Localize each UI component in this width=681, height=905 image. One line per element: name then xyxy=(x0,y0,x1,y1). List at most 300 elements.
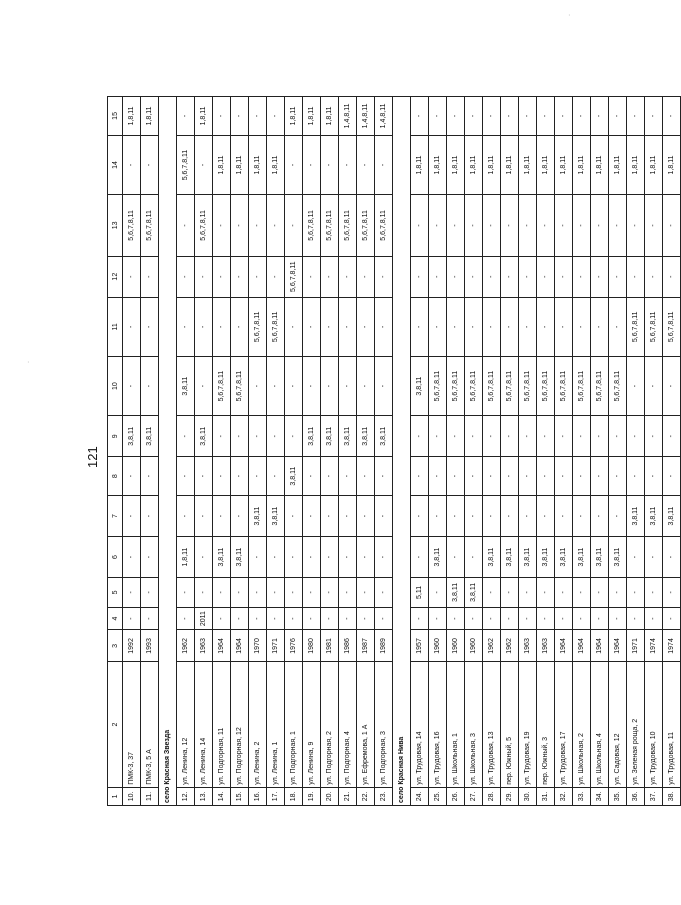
table-cell: 5,6,7,8,11 xyxy=(483,356,501,415)
table-cell: 2011 xyxy=(195,607,213,630)
table-row xyxy=(555,97,573,806)
table-cell: 5,6,7,8,11 xyxy=(429,356,447,415)
table-cell: - xyxy=(609,97,627,136)
table-cell: - xyxy=(321,135,339,194)
table-cell: - xyxy=(285,496,303,537)
table-cell: - xyxy=(663,195,681,257)
address-cell: ул. Трудовая, 11 xyxy=(663,662,681,787)
table-cell: 3,8,11 xyxy=(537,537,555,578)
address-cell: ул. Подгорная, 3 xyxy=(375,662,393,787)
table-cell: - xyxy=(267,578,285,608)
page-number: 121 xyxy=(85,446,100,468)
table-cell: - xyxy=(411,496,429,537)
table-cell: - xyxy=(537,97,555,136)
table-cell: - xyxy=(555,607,573,630)
table-cell: - xyxy=(213,457,231,496)
row-number: 11. xyxy=(141,787,159,805)
table-cell: - xyxy=(609,256,627,297)
table-cell: - xyxy=(321,496,339,537)
table-cell: - xyxy=(285,195,303,257)
table-cell: - xyxy=(519,297,537,356)
table-cell: - xyxy=(429,416,447,457)
table-cell: - xyxy=(285,416,303,457)
address-cell: ул. Трудовая, 16 xyxy=(429,662,447,787)
table-cell: - xyxy=(573,195,591,257)
table-cell: - xyxy=(357,356,375,415)
section-title: село Красная Звезда xyxy=(159,97,177,806)
table-cell: 1,8,11 xyxy=(285,97,303,136)
table-cell: 3,8,11 xyxy=(321,416,339,457)
table-row xyxy=(285,97,303,806)
table-cell: - xyxy=(249,457,267,496)
table-row xyxy=(501,97,519,806)
row-number: 31. xyxy=(537,787,555,805)
table-cell: 1974 xyxy=(663,630,681,662)
table-cell: - xyxy=(321,578,339,608)
table-cell: 1964 xyxy=(573,630,591,662)
table-cell: 1962 xyxy=(501,630,519,662)
table-cell: - xyxy=(303,537,321,578)
table-cell: 3,8,11 xyxy=(609,537,627,578)
table-cell: - xyxy=(663,578,681,608)
table-row xyxy=(447,97,465,806)
table-cell: - xyxy=(447,496,465,537)
table-cell: - xyxy=(339,297,357,356)
address-cell: ПМК-3, 37 xyxy=(123,662,141,787)
row-number: 37. xyxy=(645,787,663,805)
table-cell: - xyxy=(537,607,555,630)
table-cell: - xyxy=(447,256,465,297)
address-cell: ул. Подгорная, 12 xyxy=(231,662,249,787)
table-cell: - xyxy=(213,416,231,457)
table-cell: 3,8,11 xyxy=(195,416,213,457)
table-cell: 1993 xyxy=(141,630,159,662)
table-cell: - xyxy=(609,195,627,257)
table-cell: - xyxy=(501,607,519,630)
table-cell: - xyxy=(249,578,267,608)
table-cell: - xyxy=(123,297,141,356)
table-cell: - xyxy=(249,195,267,257)
address-cell: ул. Подгорная, 2 xyxy=(321,662,339,787)
table-cell: 1987 xyxy=(357,630,375,662)
table-cell: - xyxy=(357,537,375,578)
table-cell: - xyxy=(645,356,663,415)
table-cell: - xyxy=(123,135,141,194)
table-cell: - xyxy=(123,457,141,496)
table-cell: - xyxy=(213,97,231,136)
table-cell: - xyxy=(141,578,159,608)
table-cell: - xyxy=(231,607,249,630)
address-cell: ул. Ефремова, 1 А xyxy=(357,662,375,787)
table-cell: 1,4,8,11 xyxy=(375,97,393,136)
table-cell: - xyxy=(195,297,213,356)
table-row xyxy=(573,97,591,806)
table-cell: 3,8,11 xyxy=(483,537,501,578)
table-cell: - xyxy=(465,457,483,496)
table-cell: - xyxy=(195,537,213,578)
table-cell: - xyxy=(663,537,681,578)
table-cell: - xyxy=(465,607,483,630)
table-row xyxy=(123,97,141,806)
row-number: 20. xyxy=(321,787,339,805)
table-cell: - xyxy=(177,256,195,297)
row-number: 18. xyxy=(285,787,303,805)
table-cell: - xyxy=(357,256,375,297)
table-cell: - xyxy=(591,607,609,630)
table-cell: 3,8,11 xyxy=(231,537,249,578)
table-cell: - xyxy=(591,195,609,257)
table-cell: - xyxy=(231,195,249,257)
table-cell: - xyxy=(429,496,447,537)
table-cell: - xyxy=(627,416,645,457)
table-cell: - xyxy=(555,496,573,537)
table-cell: - xyxy=(447,537,465,578)
table-cell: - xyxy=(501,416,519,457)
table-cell: - xyxy=(519,457,537,496)
table-cell: - xyxy=(609,607,627,630)
table-cell: - xyxy=(537,578,555,608)
table-cell: - xyxy=(339,578,357,608)
table-cell: - xyxy=(645,578,663,608)
table-row xyxy=(411,97,429,806)
address-cell: пер. Южный, 5 xyxy=(501,662,519,787)
table-cell: - xyxy=(519,195,537,257)
table-cell: 1981 xyxy=(321,630,339,662)
table-cell: - xyxy=(267,416,285,457)
table-cell: 1,8,11 xyxy=(591,135,609,194)
row-number: 17. xyxy=(267,787,285,805)
table-cell: - xyxy=(537,496,555,537)
table-cell: - xyxy=(375,537,393,578)
table-cell: - xyxy=(195,356,213,415)
table-cell: - xyxy=(339,356,357,415)
column-header: 13 xyxy=(108,195,123,257)
table-cell: - xyxy=(177,457,195,496)
table-cell: - xyxy=(231,97,249,136)
table-cell: 5,6,7,8,11 xyxy=(213,356,231,415)
table-cell: - xyxy=(267,97,285,136)
column-header: 7 xyxy=(108,496,123,537)
table-cell: 1,8,11 xyxy=(609,135,627,194)
table-cell: - xyxy=(483,607,501,630)
column-header: 15 xyxy=(108,97,123,136)
table-cell: - xyxy=(285,135,303,194)
table-cell: - xyxy=(249,537,267,578)
table-cell: - xyxy=(213,496,231,537)
table-row xyxy=(231,97,249,806)
table-cell: - xyxy=(267,195,285,257)
table-cell: 5,11 xyxy=(411,578,429,608)
table-cell: - xyxy=(285,356,303,415)
table-cell: - xyxy=(501,297,519,356)
table-cell: - xyxy=(447,416,465,457)
table-row xyxy=(375,97,393,806)
table-cell: - xyxy=(519,416,537,457)
table-cell: 3,8,11 xyxy=(501,537,519,578)
table-cell: - xyxy=(627,97,645,136)
row-number: 19. xyxy=(303,787,321,805)
table-cell: - xyxy=(123,607,141,630)
table-cell: - xyxy=(213,578,231,608)
row-number: 16. xyxy=(249,787,267,805)
table-cell: - xyxy=(645,97,663,136)
address-cell: ул. Садовая, 12 xyxy=(609,662,627,787)
table-cell: - xyxy=(573,297,591,356)
table-cell: - xyxy=(447,607,465,630)
table-cell: - xyxy=(303,356,321,415)
address-cell: ул. Школьная, 2 xyxy=(573,662,591,787)
data-table xyxy=(107,96,681,806)
table-cell: - xyxy=(483,195,501,257)
table-cell: - xyxy=(483,256,501,297)
row-number: 34. xyxy=(591,787,609,805)
table-cell: - xyxy=(429,297,447,356)
table-cell: 5,6,7,8,11 xyxy=(123,195,141,257)
address-cell: ул. Школьная, 3 xyxy=(465,662,483,787)
table-cell: 5,6,7,8,11 xyxy=(321,195,339,257)
table-cell: - xyxy=(141,256,159,297)
row-number: 35. xyxy=(609,787,627,805)
table-cell: - xyxy=(303,256,321,297)
table-cell: 3,8,11 xyxy=(591,537,609,578)
table-cell: 5,6,7,8,11 xyxy=(591,356,609,415)
table-cell: - xyxy=(411,537,429,578)
table-cell: 1976 xyxy=(285,630,303,662)
table-cell: - xyxy=(591,578,609,608)
table-cell: - xyxy=(321,256,339,297)
table-cell: - xyxy=(609,457,627,496)
table-cell: 1,8,11 xyxy=(483,135,501,194)
table-cell: - xyxy=(537,416,555,457)
table-cell: - xyxy=(339,457,357,496)
table-cell: - xyxy=(231,416,249,457)
table-cell: - xyxy=(249,416,267,457)
table-cell: - xyxy=(555,195,573,257)
address-cell: ул. Трудовая, 14 xyxy=(411,662,429,787)
table-cell: 1992 xyxy=(123,630,141,662)
table-cell: 5,6,7,8,11 xyxy=(375,195,393,257)
table-row xyxy=(141,97,159,806)
column-header: 1 xyxy=(108,787,123,805)
table-cell: 1,8,11 xyxy=(537,135,555,194)
table-cell: - xyxy=(465,416,483,457)
address-cell: ПМК-3, 5 А xyxy=(141,662,159,787)
table-cell: - xyxy=(249,256,267,297)
table-cell: 1,8,11 xyxy=(177,537,195,578)
table-row xyxy=(465,97,483,806)
table-cell: - xyxy=(483,297,501,356)
table-cell: - xyxy=(465,297,483,356)
table-cell: - xyxy=(141,537,159,578)
table-cell: - xyxy=(573,416,591,457)
table-cell: - xyxy=(663,607,681,630)
table-cell: 1,8,11 xyxy=(447,135,465,194)
address-cell: ул. Подгорная, 11 xyxy=(213,662,231,787)
table-cell: - xyxy=(573,578,591,608)
table-cell: - xyxy=(411,607,429,630)
row-number: 36. xyxy=(627,787,645,805)
table-cell: - xyxy=(663,356,681,415)
table-cell: 1971 xyxy=(627,630,645,662)
table-cell: - xyxy=(627,537,645,578)
table-row xyxy=(339,97,357,806)
table-cell: - xyxy=(375,356,393,415)
table-cell: 1971 xyxy=(267,630,285,662)
table-cell: - xyxy=(501,195,519,257)
table-cell: - xyxy=(141,607,159,630)
table-cell: 1963 xyxy=(195,630,213,662)
table-cell: - xyxy=(483,578,501,608)
table-cell: - xyxy=(519,578,537,608)
table-cell: - xyxy=(411,97,429,136)
table-cell: - xyxy=(447,297,465,356)
table-cell: 1,8,11 xyxy=(411,135,429,194)
table-cell: - xyxy=(447,457,465,496)
table-cell: 1,8,11 xyxy=(213,135,231,194)
table-cell: - xyxy=(483,97,501,136)
table-cell: 1,8,11 xyxy=(231,135,249,194)
table-cell: 3,8,11 xyxy=(645,496,663,537)
table-cell: 3,8,11 xyxy=(411,356,429,415)
table-row xyxy=(303,97,321,806)
table-cell: 1,8,11 xyxy=(519,135,537,194)
table-cell: - xyxy=(321,297,339,356)
table-cell: - xyxy=(267,607,285,630)
table-row xyxy=(591,97,609,806)
table-row xyxy=(609,97,627,806)
table-cell: 1,8,11 xyxy=(249,135,267,194)
table-cell: - xyxy=(375,457,393,496)
table-cell: 1,8,11 xyxy=(267,135,285,194)
table-cell: - xyxy=(555,578,573,608)
address-cell: ул. Ленина, 14 xyxy=(195,662,213,787)
table-cell: - xyxy=(177,297,195,356)
table-cell: - xyxy=(141,496,159,537)
table-cell: - xyxy=(411,195,429,257)
table-cell: - xyxy=(519,496,537,537)
section-title: село Красная Нива xyxy=(393,97,411,806)
row-number: 29. xyxy=(501,787,519,805)
table-cell: 1960 xyxy=(465,630,483,662)
table-cell: 3,8,11 xyxy=(555,537,573,578)
table-cell: - xyxy=(627,356,645,415)
table-cell: - xyxy=(627,195,645,257)
table-cell: - xyxy=(411,457,429,496)
table-cell: - xyxy=(285,578,303,608)
table-cell: 1970 xyxy=(249,630,267,662)
table-cell: 1964 xyxy=(555,630,573,662)
table-cell: 5,6,7,8,11 xyxy=(609,356,627,415)
table-cell: - xyxy=(429,256,447,297)
table-cell: - xyxy=(519,97,537,136)
table-row xyxy=(177,97,195,806)
table-cell: 5,6,7,8,11 xyxy=(267,297,285,356)
column-header: 12 xyxy=(108,256,123,297)
table-cell: 5,6,7,8,11 xyxy=(195,195,213,257)
table-cell: - xyxy=(195,256,213,297)
table-cell: 3,8,11 xyxy=(267,496,285,537)
address-cell: ул. Ленина, 12 xyxy=(177,662,195,787)
table-cell: - xyxy=(555,256,573,297)
table-cell: 3,8,11 xyxy=(123,416,141,457)
table-cell: - xyxy=(375,135,393,194)
table-cell: - xyxy=(429,457,447,496)
table-cell: - xyxy=(555,97,573,136)
section-header-row xyxy=(159,97,177,806)
table-cell: 3,8,11 xyxy=(177,356,195,415)
table-cell: 3,8,11 xyxy=(285,457,303,496)
section-header-row xyxy=(393,97,411,806)
table-row xyxy=(519,97,537,806)
table-cell: - xyxy=(339,537,357,578)
table-cell: 1,8,11 xyxy=(429,135,447,194)
table-cell: - xyxy=(339,256,357,297)
table-cell: - xyxy=(375,578,393,608)
row-number: 24. xyxy=(411,787,429,805)
table-cell: 5,6,7,8,11 xyxy=(555,356,573,415)
table-row xyxy=(195,97,213,806)
table-cell: 1989 xyxy=(375,630,393,662)
table-cell: - xyxy=(447,97,465,136)
table-cell: 3,8,11 xyxy=(213,537,231,578)
table-cell: - xyxy=(447,195,465,257)
table-cell: 1957 xyxy=(411,630,429,662)
row-number: 12. xyxy=(177,787,195,805)
table-cell: 5,6,7,8,11 xyxy=(447,356,465,415)
table-row xyxy=(267,97,285,806)
table-cell: - xyxy=(519,607,537,630)
table-cell: - xyxy=(123,356,141,415)
table-cell: 5,6,7,8,11 xyxy=(663,297,681,356)
table-cell: 1,8,11 xyxy=(141,97,159,136)
table-cell: - xyxy=(645,457,663,496)
table-cell: - xyxy=(537,457,555,496)
table-cell: - xyxy=(501,256,519,297)
table-cell: - xyxy=(195,496,213,537)
table-cell: 5,6,7,8,11 xyxy=(339,195,357,257)
table-cell: - xyxy=(249,97,267,136)
table-cell: 3,8,11 xyxy=(249,496,267,537)
table-cell: - xyxy=(411,256,429,297)
row-number: 23. xyxy=(375,787,393,805)
table-cell: - xyxy=(339,496,357,537)
table-cell: - xyxy=(645,195,663,257)
address-cell: ул. Ленина, 1 xyxy=(267,662,285,787)
column-header: 5 xyxy=(108,578,123,608)
table-cell: 5,6,7,8,11 xyxy=(627,297,645,356)
table-cell: - xyxy=(177,195,195,257)
table-cell: - xyxy=(465,256,483,297)
table-cell: - xyxy=(213,297,231,356)
scan-speck: · xyxy=(27,358,30,367)
table-cell: - xyxy=(141,135,159,194)
table-cell: - xyxy=(141,457,159,496)
table-cell: 1964 xyxy=(609,630,627,662)
table-cell: 3,8,11 xyxy=(663,496,681,537)
column-header: 9 xyxy=(108,416,123,457)
table-cell: 1964 xyxy=(591,630,609,662)
table-cell: 3,8,11 xyxy=(141,416,159,457)
table-cell: - xyxy=(501,496,519,537)
table-cell: 5,6,7,8,11 xyxy=(357,195,375,257)
table-cell: - xyxy=(303,297,321,356)
table-cell: - xyxy=(177,97,195,136)
row-number: 27. xyxy=(465,787,483,805)
table-cell: 1,8,11 xyxy=(123,97,141,136)
table-cell: - xyxy=(627,457,645,496)
table-cell: - xyxy=(141,297,159,356)
table-cell: 5,6,7,8,11 xyxy=(303,195,321,257)
